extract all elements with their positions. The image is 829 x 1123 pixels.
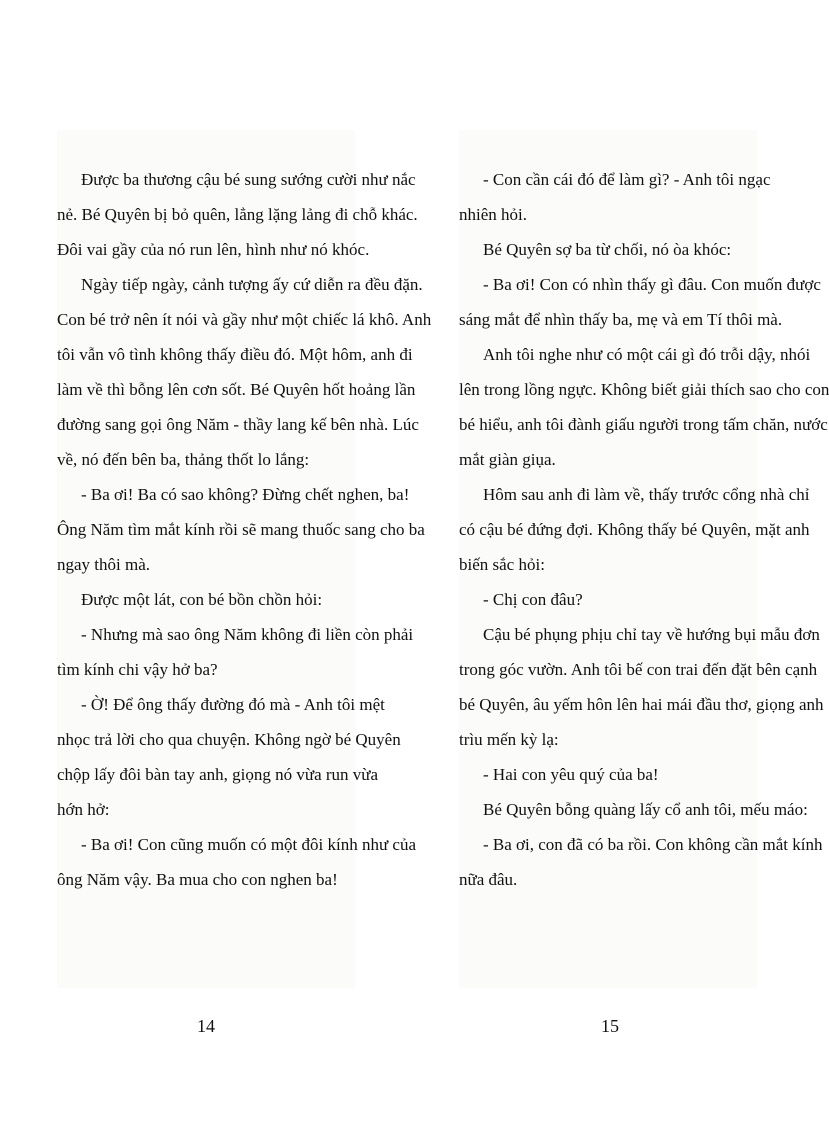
text-line: bé Quyên, âu yếm hôn lên hai mái đầu thơ, giọng anh <box>459 695 824 714</box>
text-line: nữa đâu. <box>459 870 518 889</box>
text-line: - Ba ơi! Ba có sao không? Đừng chết nghen, ba! <box>81 485 410 504</box>
text-line: tìm kính chi vậy hở ba? <box>57 660 218 679</box>
text-line: Được một lát, con bé bồn chồn hỏi: <box>81 590 323 609</box>
text-line: đường sang gọi ông Năm - thầy lang kế bên nhà. Lúc <box>57 415 419 434</box>
text-line: Bé Quyên sợ ba từ chối, nó òa khóc: <box>483 240 732 259</box>
text-line: Đôi vai gầy của nó run lên, hình như nó khóc. <box>57 240 370 259</box>
text-line: Anh tôi nghe như có một cái gì đó trỗi dậy, nhói <box>483 345 811 364</box>
text-line: biến sắc hỏi: <box>459 555 545 574</box>
text-line: Hôm sau anh đi làm về, thấy trước cổng nhà chỉ <box>483 485 810 504</box>
text-line: có cậu bé đứng đợi. Không thấy bé Quyên, mặt anh <box>459 520 810 539</box>
text-line: nhiên hỏi. <box>459 205 527 224</box>
text-line: - Ba ơi! Con có nhìn thấy gì đâu. Con muốn được <box>483 275 821 294</box>
text-line: lên trong lồng ngực. Không biết giải thích sao cho con <box>459 380 829 399</box>
text-line: Con bé trở nên ít nói và gầy như một chiếc lá khô. Anh <box>57 310 432 329</box>
right-page <box>459 130 829 988</box>
text-line: làm về thì bỗng lên cơn sốt. Bé Quyên hốt hoảng lần <box>57 380 416 399</box>
text-line: Cậu bé phụng phịu chỉ tay về hướng bụi mẫu đơn <box>483 625 820 644</box>
text-line: sáng mắt để nhìn thấy ba, mẹ và em Tí thôi mà. <box>459 310 783 329</box>
left-page-text <box>57 130 432 897</box>
text-line: - Con cần cái đó để làm gì? - Anh tôi ngạc <box>483 170 771 189</box>
text-line: bé hiểu, anh tôi đành giấu người trong tấm chăn, nước <box>459 415 828 434</box>
text-line: ông Năm vậy. Ba mua cho con nghen ba! <box>57 870 338 889</box>
right-page-number: 15 <box>601 1016 619 1036</box>
text-line: tôi vẫn vô tình không thấy điều đó. Một hôm, anh đi <box>57 345 413 364</box>
text-line: Ông Năm tìm mắt kính rồi sẽ mang thuốc sang cho ba <box>57 520 425 539</box>
left-page-number: 14 <box>197 1016 215 1036</box>
text-line: nhọc trả lời cho qua chuyện. Không ngờ bé Quyên <box>57 730 401 749</box>
text-line: - Nhưng mà sao ông Năm không đi liền còn phải <box>81 625 414 644</box>
text-line: nẻ. Bé Quyên bị bỏ quên, lẳng lặng lảng đi chỗ khác. <box>57 205 418 224</box>
text-line: Ngày tiếp ngày, cảnh tượng ấy cứ diễn ra đều đặn. <box>81 275 423 294</box>
text-line: mắt giàn giụa. <box>459 450 556 469</box>
text-line: - Ba ơi! Con cũng muốn có một đôi kính như của <box>81 835 417 854</box>
text-line: - Ờ! Để ông thấy đường đó mà - Anh tôi mệt <box>81 695 385 714</box>
text-line: - Hai con yêu quý của ba! <box>483 765 659 784</box>
text-line: - Chị con đâu? <box>483 590 583 609</box>
text-line: hớn hở: <box>57 800 110 819</box>
text-line: trìu mến kỳ lạ: <box>459 730 559 749</box>
text-line: Bé Quyên bỗng quàng lấy cổ anh tôi, mếu máo: <box>483 800 808 819</box>
left-page <box>57 130 432 988</box>
text-line: về, nó đến bên ba, thảng thốt lo lắng: <box>57 450 310 469</box>
right-page-text <box>459 130 829 897</box>
text-line: ngay thôi mà. <box>57 555 151 574</box>
text-line: Được ba thương cậu bé sung sướng cười như nắc <box>81 170 416 189</box>
text-line: - Ba ơi, con đã có ba rồi. Con không cần mắt kính <box>483 835 823 854</box>
text-line: chộp lấy đôi bàn tay anh, giọng nó vừa run vừa <box>57 765 379 784</box>
text-line: trong góc vườn. Anh tôi bế con trai đến đặt bên cạnh <box>459 660 818 679</box>
